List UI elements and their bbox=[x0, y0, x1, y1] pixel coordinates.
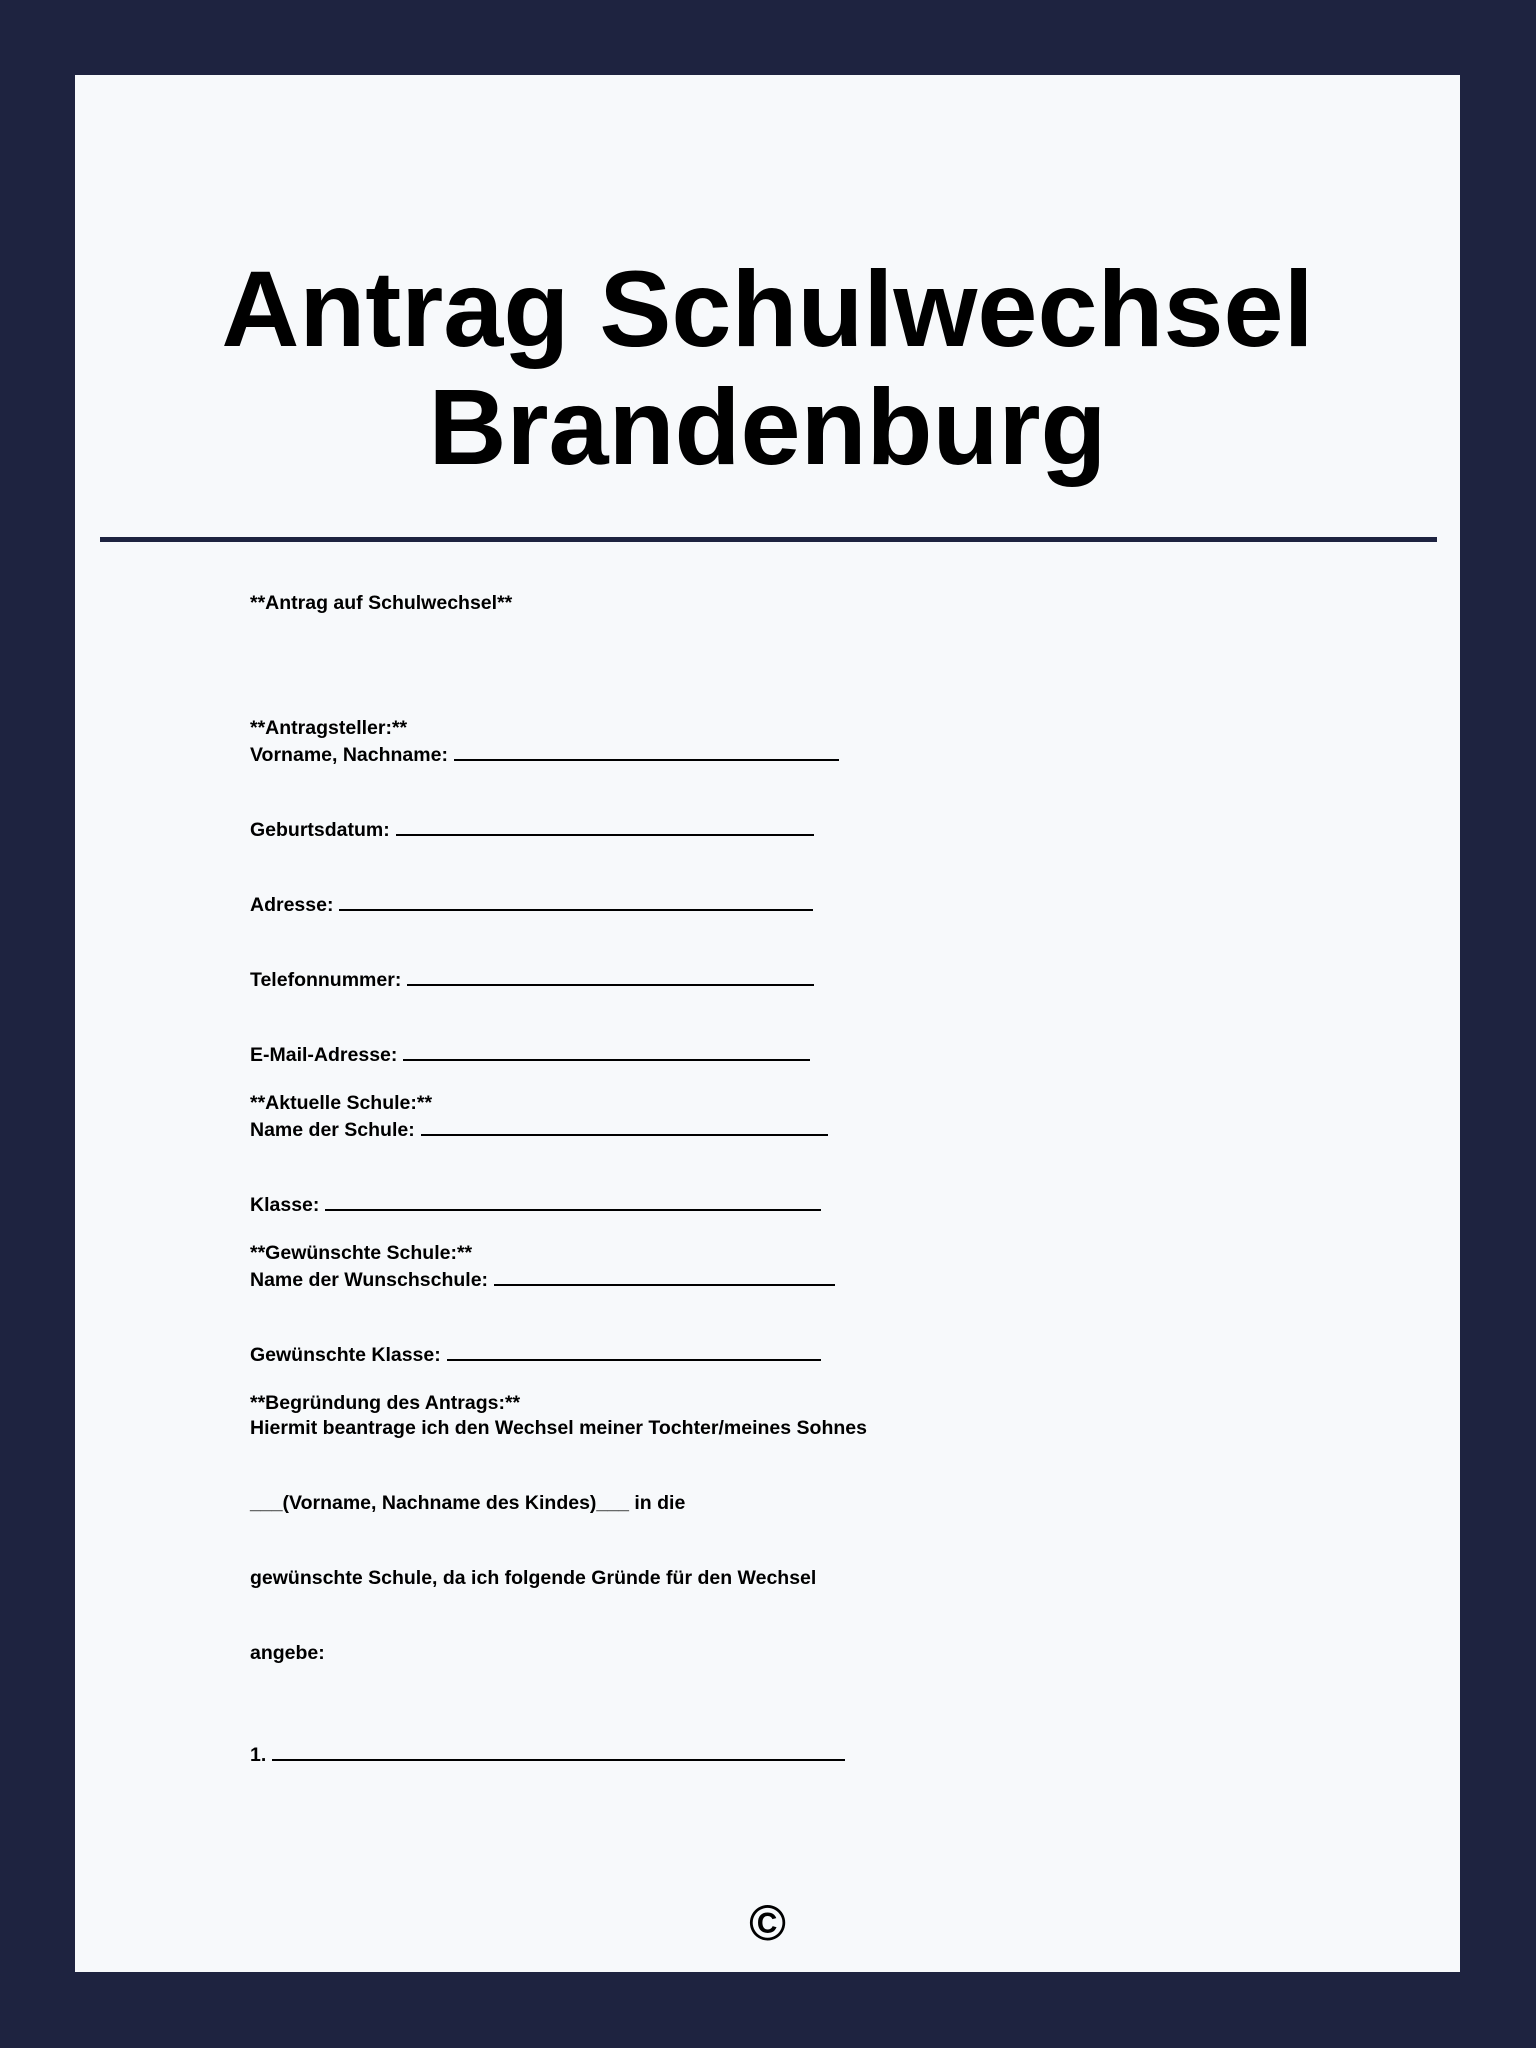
document-title bbox=[75, 250, 1460, 486]
school-name-field[interactable] bbox=[421, 1116, 828, 1136]
address-label: Adresse: bbox=[250, 894, 334, 916]
reason-line-1: Hiermit beantrage ich den Wechsel meiner Tochter/meines Sohnes bbox=[250, 1417, 867, 1439]
birthdate-row bbox=[250, 816, 814, 843]
name-field[interactable] bbox=[454, 741, 839, 761]
title-line-1: Antrag Schulwechsel bbox=[221, 248, 1314, 369]
phone-field[interactable] bbox=[407, 966, 814, 986]
document-page bbox=[75, 75, 1460, 1972]
desired-school-name-row bbox=[250, 1266, 835, 1293]
desired-class-label: Gewünschte Klasse: bbox=[250, 1344, 441, 1366]
desired-school-heading: **Gewünschte Schule:** bbox=[250, 1242, 473, 1264]
class-row bbox=[250, 1191, 821, 1218]
reason-heading: **Begründung des Antrags:** bbox=[250, 1392, 521, 1414]
reason-item-1-row bbox=[250, 1741, 845, 1768]
applicant-heading: **Antragsteller:** bbox=[250, 717, 408, 739]
school-name-label: Name der Schule: bbox=[250, 1119, 415, 1141]
birthdate-label: Geburtsdatum: bbox=[250, 819, 390, 841]
class-label: Klasse: bbox=[250, 1194, 320, 1216]
current-school-heading: **Aktuelle Schule:** bbox=[250, 1092, 433, 1114]
email-row bbox=[250, 1041, 810, 1068]
reason-line-4: angebe: bbox=[250, 1642, 325, 1664]
address-row bbox=[250, 891, 813, 918]
reason-line-3: gewünschte Schule, da ich folgende Gründe für den Wechsel bbox=[250, 1567, 817, 1589]
form-heading: **Antrag auf Schulwechsel** bbox=[250, 592, 513, 614]
email-field[interactable] bbox=[403, 1041, 810, 1061]
desired-school-name-label: Name der Wunschschule: bbox=[250, 1269, 489, 1291]
copyright-icon: © bbox=[749, 1895, 786, 1951]
desired-class-field[interactable] bbox=[447, 1341, 821, 1361]
phone-row bbox=[250, 966, 814, 993]
address-field[interactable] bbox=[339, 891, 813, 911]
reason-item-1-field[interactable] bbox=[272, 1741, 845, 1761]
name-row bbox=[250, 741, 839, 768]
school-name-row bbox=[250, 1116, 828, 1143]
class-field[interactable] bbox=[325, 1191, 821, 1211]
phone-label: Telefonnummer: bbox=[250, 969, 402, 991]
reason-line-2: ___(Vorname, Nachname des Kindes)___ in die bbox=[250, 1492, 686, 1514]
email-label: E-Mail-Adresse: bbox=[250, 1044, 398, 1066]
reason-item-1-label: 1. bbox=[250, 1744, 267, 1766]
title-line-2: Brandenburg bbox=[428, 366, 1107, 487]
title-divider bbox=[100, 537, 1437, 542]
name-label: Vorname, Nachname: bbox=[250, 744, 448, 766]
desired-school-name-field[interactable] bbox=[494, 1266, 835, 1286]
birthdate-field[interactable] bbox=[396, 816, 814, 836]
desired-class-row bbox=[250, 1341, 821, 1368]
